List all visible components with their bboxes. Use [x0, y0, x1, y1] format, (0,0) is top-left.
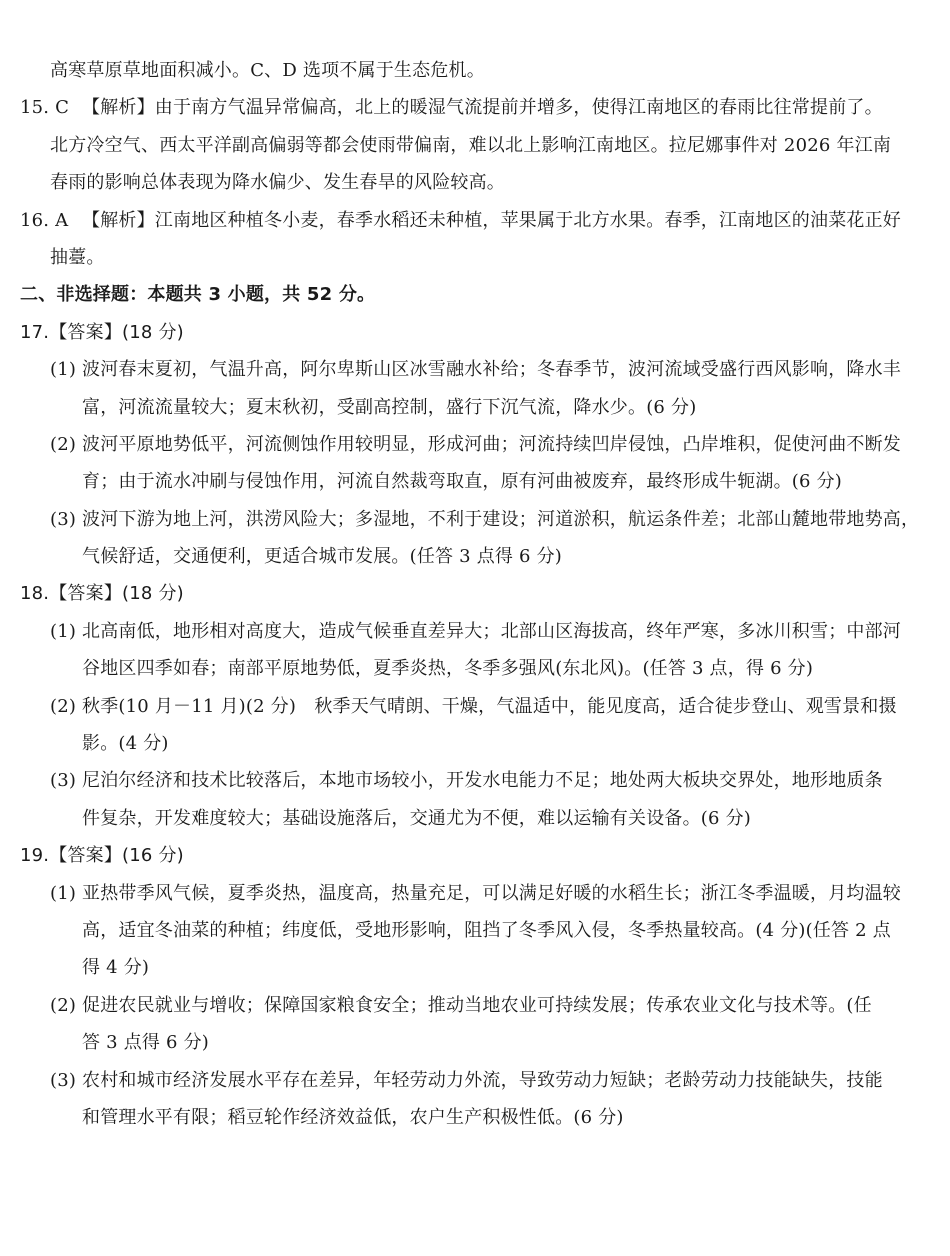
q19-1-line-3: 得 4 分) — [82, 957, 150, 979]
q19-2-line-2: 答 3 点得 6 分) — [82, 1032, 210, 1054]
q18-heading: 18.【答案】(18 分) — [20, 583, 184, 605]
q15-text-1: 【解析】由于南方气温异常偏高，北上的暖湿气流提前并增多，使得江南地区的春雨比往常提前了。 — [82, 97, 883, 119]
q18-2-line-2: 影。(4 分) — [82, 733, 169, 755]
q18-2-line-1 — [20, 688, 932, 725]
q19-1-label: (1) — [50, 882, 77, 904]
q17-2-label: (2) — [50, 433, 77, 455]
q19-3-text-1: 农村和城市经济发展水平存在差异，年轻劳动力外流，导致劳动力短缺；老龄劳动力技能缺失，技能 — [82, 1069, 883, 1091]
q17-1-text-1: 波河春末夏初，气温升高，阿尔卑斯山区冰雪融水补给；冬春季节，波河流域受盛行西风影响，降水丰 — [82, 359, 901, 381]
q19-2-line-1 — [20, 987, 932, 1024]
q19-3-line-2: 和管理水平有限；稻豆轮作经济效益低，农户生产积极性低。(6 分) — [82, 1106, 624, 1128]
q18-1-line-1 — [20, 613, 932, 650]
q18-1-label: (1) — [50, 620, 77, 642]
q18-2-label: (2) — [50, 695, 77, 717]
q17-2-text-1: 波河平原地势低平，河流侧蚀作用较明显，形成河曲；河流持续凹岸侵蚀，凸岸堆积，促使河曲不断发 — [82, 433, 901, 455]
q17-1-line-2: 富，河流流量较大；夏末秋初，受副高控制，盛行下沉气流，降水少。(6 分) — [82, 396, 697, 418]
q17-2-line-1 — [20, 426, 932, 463]
q19-1-line-2: 高，适宜冬油菜的种植；纬度低，受地形影响，阻挡了冬季风入侵，冬季热量较高。(4 分)(任答 2 点 — [82, 919, 891, 941]
q15-line-1 — [20, 89, 932, 126]
q17-2-line-2: 育；由于流水冲刷与侵蚀作用，河流自然裁弯取直，原有河曲被废弃，最终形成牛轭湖。(6 分) — [82, 471, 843, 493]
q16-text-1: 【解析】江南地区种植冬小麦，春季水稻还未种植，苹果属于北方水果。春季，江南地区的油菜花正好 — [82, 209, 901, 231]
q18-3-line-2: 件复杂，开发难度较大；基础设施落后，交通尤为不便，难以运输有关设备。(6 分) — [82, 807, 752, 829]
q18-3-text-1: 尼泊尔经济和技术比较落后，本地市场较小，开发水电能力不足；地处两大板块交界处，地形地质条 — [82, 770, 883, 792]
q19-heading: 19.【答案】(16 分) — [20, 845, 184, 867]
q17-3-line-2: 气候舒适，交通便利，更适合城市发展。(任答 3 点得 6 分) — [82, 546, 563, 568]
section-2-heading: 二、非选择题：本题共 3 小题，共 52 分。 — [20, 284, 376, 306]
q15-line-2: 北方冷空气、西太平洋副高偏弱等都会使雨带偏南，难以北上影响江南地区。拉尼娜事件对 2026 年江南 — [50, 134, 892, 156]
q19-2-label: (2) — [50, 994, 77, 1016]
q17-1-label: (1) — [50, 359, 77, 381]
q18-2-text-1: 秋季(10 月－11 月)(2 分) 秋季天气晴朗、干燥，气温适中，能见度高，适合徒步登山、观雪景和摄 — [82, 695, 897, 717]
q15-number: 15. C — [20, 97, 70, 119]
q17-3-line-1 — [20, 501, 932, 538]
q16-number: 16. A — [20, 209, 69, 231]
q17-3-label: (3) — [50, 508, 77, 530]
q17-1-line-1 — [20, 351, 932, 388]
q19-2-text-1: 促进农民就业与增收；保障国家粮食安全；推动当地农业可持续发展；传承农业文化与技术等。(任 — [82, 994, 872, 1016]
q16-line-2: 抽薹。 — [50, 246, 105, 268]
q19-1-line-1 — [20, 875, 932, 912]
q18-3-label: (3) — [50, 770, 77, 792]
q18-1-line-2: 谷地区四季如春；南部平原地势低，夏季炎热，冬季多强风(东北风)。(任答 3 点，得 6 分) — [82, 658, 814, 680]
q15-line-3: 春雨的影响总体表现为降水偏少、发生春旱的风险较高。 — [50, 172, 505, 194]
q14-continuation-line: 高寒草原草地面积减小。C、D 选项不属于生态危机。 — [50, 60, 485, 81]
q19-1-text-1: 亚热带季风气候，夏季炎热，温度高，热量充足，可以满足好暖的水稻生长；浙江冬季温暖，月均温较 — [82, 882, 901, 904]
q19-3-line-1 — [20, 1062, 932, 1099]
q17-heading: 17.【答案】(18 分) — [20, 321, 184, 343]
q17-3-text-1: 波河下游为地上河，洪涝风险大；多湿地，不利于建设；河道淤积，航运条件差；北部山麓地带地势高， — [82, 508, 920, 530]
q18-3-line-1 — [20, 762, 932, 799]
q18-1-text-1: 北高南低，地形相对高度大，造成气候垂直差异大；北部山区海拔高，终年严寒，多冰川积雪；中部河 — [82, 620, 901, 642]
q19-3-label: (3) — [50, 1069, 77, 1091]
q16-line-1 — [20, 202, 932, 239]
